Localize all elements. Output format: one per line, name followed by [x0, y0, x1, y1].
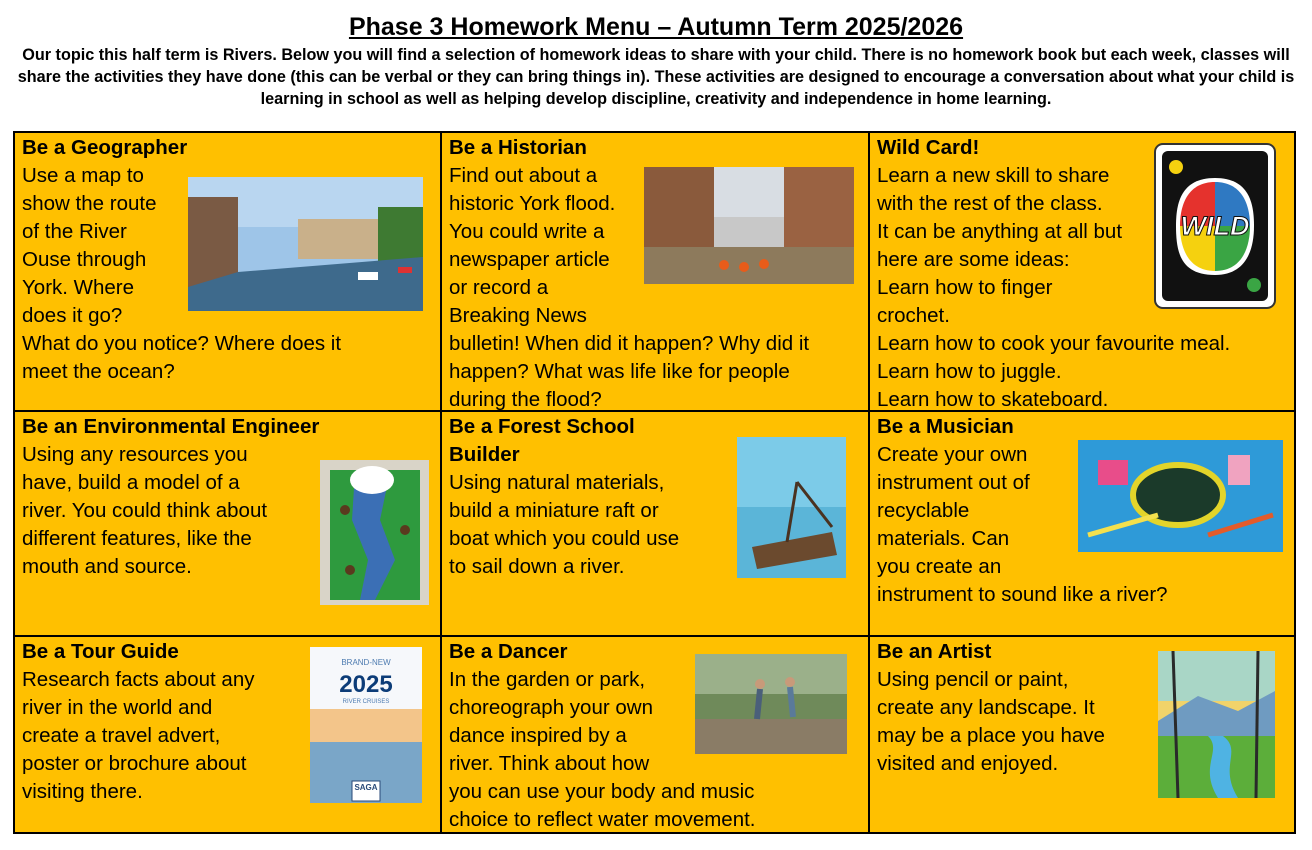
cell-line: create any landscape. It [877, 696, 1095, 719]
cell-line: mouth and source. [22, 555, 192, 578]
cell-line: choice to reflect water movement. [449, 808, 756, 831]
cell-heading: Be an Artist [877, 640, 992, 663]
cell-line: historic York flood. [449, 192, 616, 215]
cell-tour-guide [15, 637, 440, 834]
cell-line: river. You could think about [22, 499, 268, 522]
cell-heading: Be a Forest School [449, 415, 635, 438]
cell-line: instrument to sound like a river? [877, 583, 1168, 606]
cell-dancer [442, 637, 868, 834]
cell-line: Breaking News [449, 304, 587, 327]
cell-heading: Be an Environmental Engineer [22, 415, 320, 438]
homework-grid [13, 131, 1296, 834]
cell-geographer [15, 133, 440, 410]
cell-line: visited and enjoyed. [877, 752, 1059, 775]
cell-line: create a travel advert, [22, 724, 221, 747]
cell-line: You could write a [449, 220, 605, 243]
cell-line: meet the ocean? [22, 360, 175, 383]
cell-heading: Wild Card! [877, 136, 980, 159]
cell-line: here are some ideas: [877, 248, 1070, 271]
intro-text: Our topic this half term is Rivers. Below you will find a selection of homework ideas to share with your child. There is no homework book but each week, classes will share the activities they have done (this can be verbal or they can bring things in). These activities are designed to encourage a conversation about what your child is learning in school as well as helping develop discipline, creativity and independence in home learning. [17, 46, 1295, 108]
cell-line: Learn how to juggle. [877, 360, 1062, 383]
river-cruise-brochure [310, 647, 422, 803]
cell-line: during the flood? [449, 388, 602, 410]
cell-line: Create your own [877, 443, 1028, 466]
cell-line: newspaper article [449, 248, 610, 271]
cell-line: It can be anything at all but [877, 220, 1123, 243]
cell-line: build a miniature raft or [449, 499, 659, 522]
cell-heading: Be a Geographer [22, 136, 188, 159]
cell-line: Learn how to skateboard. [877, 388, 1109, 410]
brochure-year: 2025 [339, 671, 393, 698]
cell-heading: Be a Tour Guide [22, 640, 179, 663]
cell-artist [870, 637, 1296, 834]
cell-line: poster or brochure about [22, 752, 247, 775]
cell-line: different features, like the [22, 527, 252, 550]
cell-line: Learn how to finger [877, 276, 1053, 299]
wild-card-label: WILD [1180, 211, 1250, 241]
cell-line: to sail down a river. [449, 555, 625, 578]
cell-line: materials. Can [877, 527, 1010, 550]
cell-line: of the River [22, 220, 127, 243]
cell-line: Find out about a [449, 164, 598, 187]
cell-line: choreograph your own [449, 696, 653, 719]
cell-line: Research facts about any [22, 668, 255, 691]
cell-wild-card [870, 133, 1296, 410]
cell-line: river in the world and [22, 696, 213, 719]
cell-line: show the route [22, 192, 157, 215]
page-title: Phase 3 Homework Menu – Autumn Term 2025/2026 [348, 13, 964, 41]
york-flood-photo [644, 167, 854, 284]
york-river-photo [188, 177, 423, 311]
cell-line: have, build a model of a [22, 471, 240, 494]
cell-line: Using natural materials, [449, 471, 665, 494]
saga-logo: SAGA [354, 783, 378, 792]
cell-line: Using pencil or paint, [877, 668, 1069, 691]
cell-line: recyclable [877, 499, 970, 522]
cell-heading: Be a Dancer [449, 640, 568, 663]
cell-heading: Be a Historian [449, 136, 587, 159]
cell-line: instrument out of [877, 471, 1030, 494]
landscape-painting [1158, 651, 1275, 798]
river-dancers-photo [695, 654, 847, 754]
cell-line: happen? What was life like for people [449, 360, 790, 383]
wild-card-image [1154, 143, 1276, 309]
cell-line: or record a [449, 276, 549, 299]
cell-line: What do you notice? Where does it [22, 332, 342, 355]
cell-line: you create an [877, 555, 1002, 578]
brochure-tagline: BRAND-NEW [341, 658, 391, 667]
cell-line: you can use your body and music [449, 780, 755, 803]
cell-line: Ouse through [22, 248, 147, 271]
cell-line: Learn a new skill to share [877, 164, 1110, 187]
raft-photo [737, 437, 846, 578]
cell-line: dance inspired by a [449, 724, 627, 747]
cell-historian [442, 133, 868, 410]
cell-line: river. Think about how [449, 752, 650, 775]
cell-line: Using any resources you [22, 443, 248, 466]
cell-line: boat which you could use [449, 527, 680, 550]
cell-heading: Builder [449, 443, 520, 466]
cell-line: Learn how to cook your favourite meal. [877, 332, 1231, 355]
cell-line: may be a place you have [877, 724, 1105, 747]
cell-line: visiting there. [22, 780, 143, 803]
cell-environmental-engineer [15, 412, 440, 635]
cell-line: Use a map to [22, 164, 144, 187]
cell-line: with the rest of the class. [877, 192, 1103, 215]
cell-line: does it go? [22, 304, 123, 327]
recycled-instruments-photo [1078, 440, 1283, 552]
cell-line: bulletin! When did it happen? Why did it [449, 332, 810, 355]
cell-forest-school-builder [442, 412, 868, 635]
cell-heading: Be a Musician [877, 415, 1014, 438]
brochure-subtitle: RIVER CRUISES [342, 699, 390, 705]
cell-musician [870, 412, 1296, 635]
cell-line: crochet. [877, 304, 950, 327]
cell-line: In the garden or park, [449, 668, 646, 691]
river-model-photo [320, 460, 429, 605]
cell-line: York. Where [22, 276, 135, 299]
